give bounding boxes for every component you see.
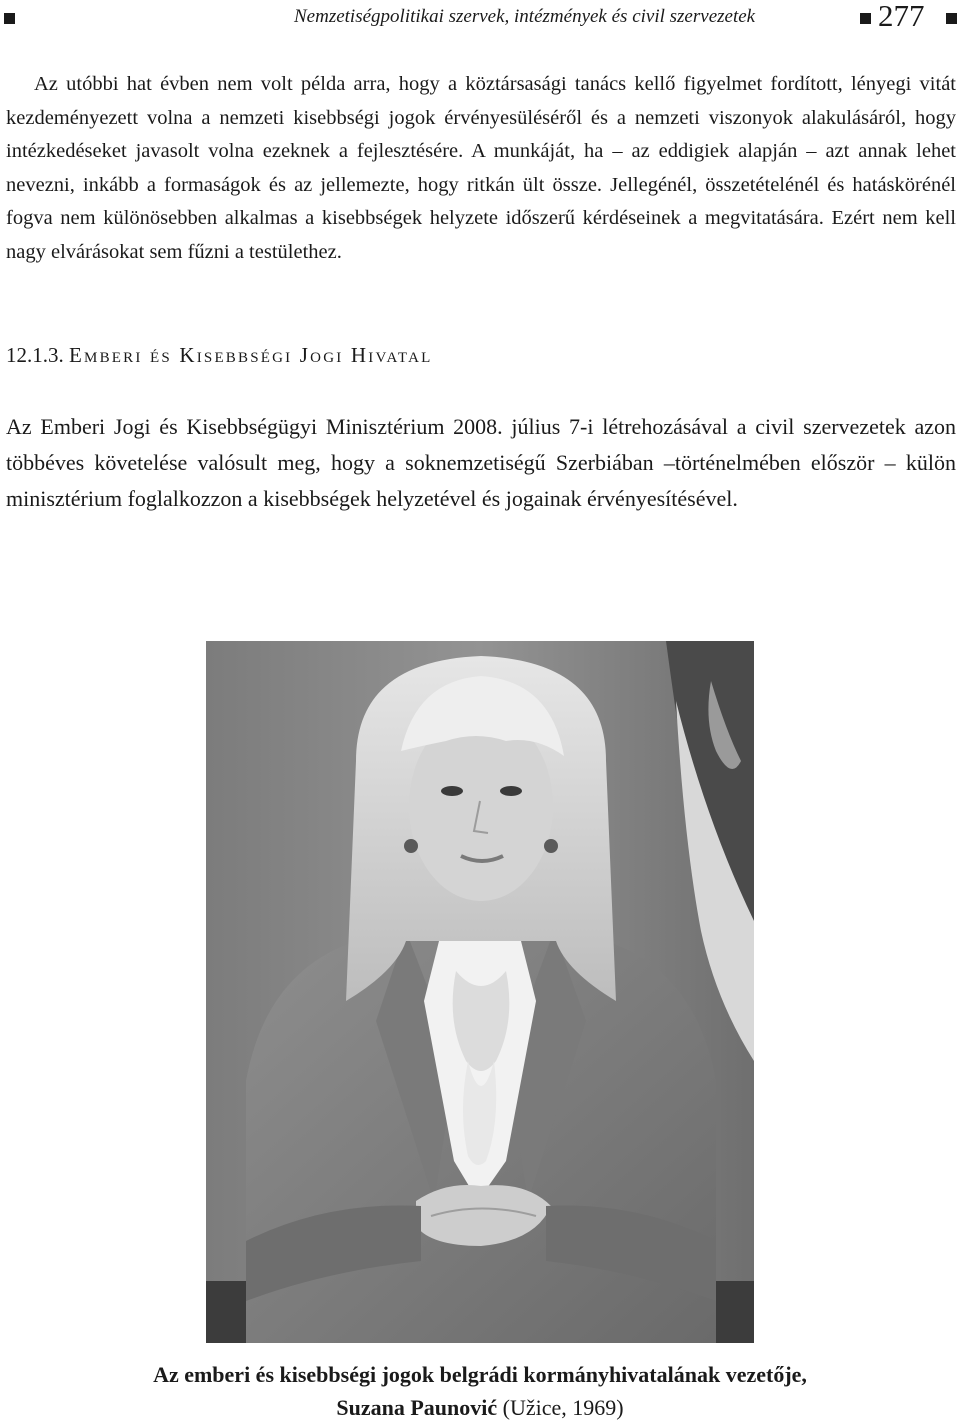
caption-person-name: Suzana Paunović [336,1395,498,1420]
paragraph-ministry: Az Emberi Jogi és Kisebbségügyi Minisztérium 2008. július 7-i létrehozásával a civil szervezetek azon többéves követelése valósult meg, hogy a soknemzetiségű Szerbiában –történelmében először – külön minisztérium foglalkozzon a kisebbségek helyzetével és jogainak érvényesítésével. [6,414,956,511]
section-heading [6,340,432,370]
caption-line-1: Az emberi és kisebbségi jogok belgrádi kormányhivatalának vezetője, [153,1362,807,1387]
running-header [0,0,960,34]
header-bullet-middle [860,13,871,24]
section-title: Emberi és Kisebbségi Jogi Hivatal [69,343,433,367]
portrait-photo [206,641,754,1343]
running-title: Nemzetiségpolitikai szervek, intézmények és civil szervezetek [294,6,756,27]
paragraph-republic-council: Az utóbbi hat évben nem volt példa arra, hogy a köztársasági tanács kellő figyelmet fordított, lényegi vitát kezdeményezett volna a nemzeti kisebbségi jogok érvényesüléséről és a nemzeti viszonyok alakulásáról, hogy intézkedéseket javasolt volna ezeknek a fejlesztésére. A munkáját, ha – az eddigiek alapján – azt annak lehet nevezni, inkább a formaságok és az jellemezte, hogy ritkán ült össze. Jellegénél, összetételénél és hatáskörénél fogva nem különösebben alkalmas a kisebbségek helyzete időszerű kérdéseinek a megvitatására. Ezért nem kell nagy elvárásokat sem fűzni a testülethez. [6,73,956,263]
section-number: 12.1.3. [6,343,64,367]
portrait-illustration [206,641,754,1343]
header-bullet-left [4,13,15,24]
header-bullet-right [946,13,957,24]
photo-caption [0,1358,960,1424]
page-number: 277 [878,0,925,33]
caption-person-origin: (Užice, 1969) [497,1395,624,1420]
